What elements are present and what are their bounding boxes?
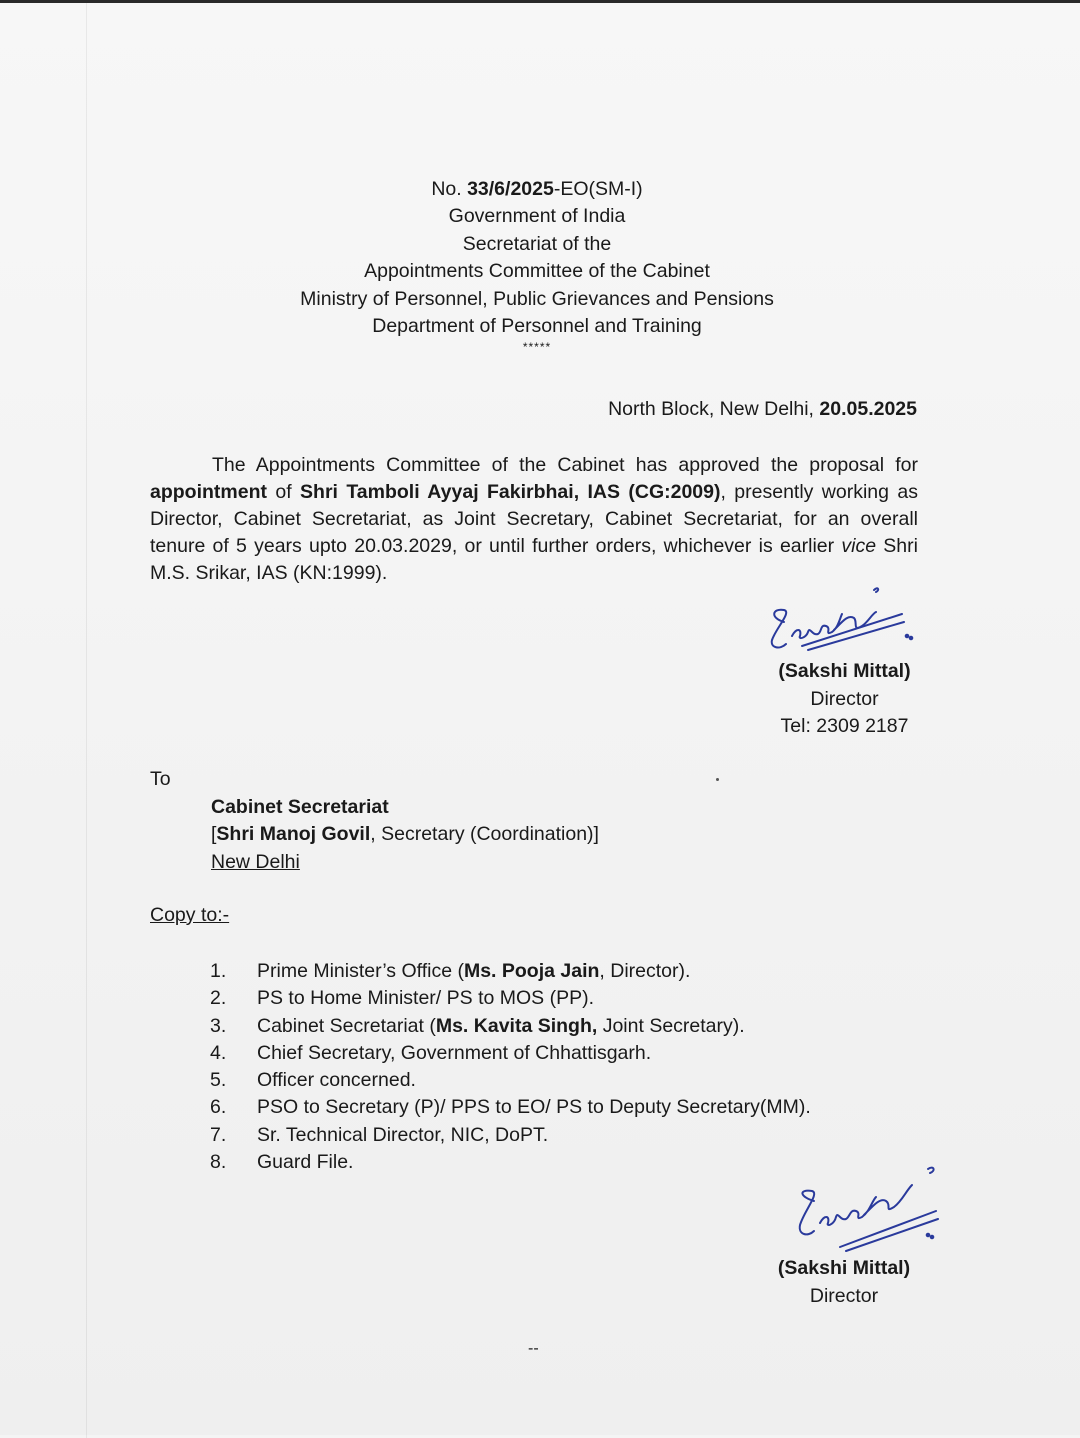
list-item: 3. Cabinet Secretariat (Ms. Kavita Singh, Joint Secretary).: [210, 1014, 745, 1037]
letter-header: [0, 176, 1074, 353]
scan-speck: [716, 778, 719, 781]
list-item: 4. Chief Secretary, Government of Chhattisgarh.: [210, 1041, 652, 1064]
signature-image-2: [788, 1161, 948, 1256]
reference-number: No. 33/6/2025-EO(SM-I): [431, 178, 643, 200]
dateline: North Block, New Delhi, 20.05.2025: [608, 398, 917, 420]
list-item: 6. PSO to Secretary (P)/ PPS to EO/ PS to Deputy Secretary(MM).: [210, 1096, 811, 1119]
signatory-designation: Director: [809, 1284, 879, 1307]
header-line-department: Department of Personnel and Training: [372, 315, 702, 338]
signatory-designation: Director: [810, 687, 879, 710]
header-line-government: Government of India: [448, 205, 626, 228]
signature-block-2: [770, 1255, 918, 1310]
list-item: 5. Officer concerned.: [210, 1069, 416, 1092]
copy-to-label: Copy to:-: [150, 904, 230, 926]
letter-date: 20.05.2025: [819, 398, 917, 420]
list-item: 7. Sr. Technical Director, NIC, DoPT.: [210, 1123, 549, 1146]
appointee-name: Shri Tamboli Ayyaj Fakirbhai, IAS (CG:2009): [300, 481, 721, 503]
addressee-organisation: Cabinet Secretariat: [211, 796, 389, 818]
signatory-name: (Sakshi Mittal): [778, 660, 911, 682]
page-end-marker: --: [528, 1340, 539, 1357]
header-line-secretariat: Secretariat of the: [462, 232, 612, 255]
addressee-city: New Delhi: [211, 850, 300, 873]
list-item: 2. PS to Home Minister/ PS to MOS (PP).: [210, 987, 595, 1010]
addressee-block: [211, 794, 599, 876]
header-line-ministry: Ministry of Personnel, Public Grievances and Pensions: [300, 287, 774, 310]
signatory-telephone: Tel: 2309 2187: [780, 715, 909, 737]
header-stars: *****: [522, 340, 552, 355]
body-paragraph: The Appointments Committee of the Cabinet has approved the proposal for appointment of Shri Tamboli Ayyaj Fakirbhai, IAS (CG:2009), presently working as Director, Cabinet Secretariat, as Joint Secretary, Cabinet Secretariat, for an overall tenure of 5 years upto 20.03.2029, or until further orders, whichever is earlier vice Shri M.S. Srikar, IAS (KN:1999).: [150, 454, 918, 584]
addressee-person: [Shri Manoj Govil, Secretary (Coordination)]: [211, 823, 599, 846]
to-label: To: [150, 768, 171, 790]
copy-list: [210, 958, 811, 1176]
signatory-name: (Sakshi Mittal): [777, 1257, 911, 1279]
signature-image: [762, 578, 922, 658]
header-line-committee: Appointments Committee of the Cabinet: [364, 260, 710, 283]
signature-block-1: [772, 658, 917, 741]
list-item: 1. Prime Minister’s Office (Ms. Pooja Jain, Director).: [210, 960, 691, 982]
list-item: 8. Guard File.: [210, 1151, 354, 1174]
